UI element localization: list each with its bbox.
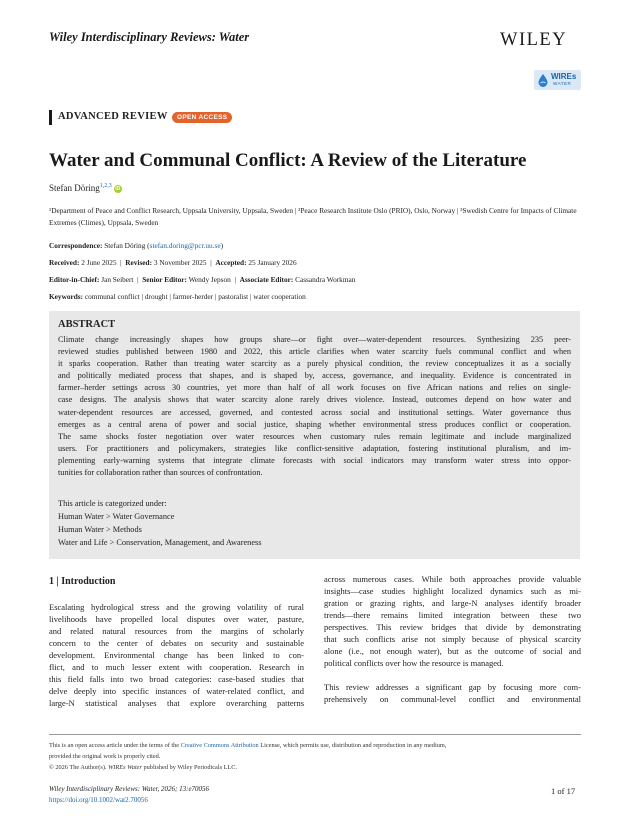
- body-line: prehensively on communal-level conflict and environmental: [324, 694, 581, 704]
- cc-license-link[interactable]: Creative Commons Attribution: [180, 742, 259, 749]
- eic-name: Jan Seibert: [101, 275, 134, 284]
- footer-rule: [49, 734, 581, 735]
- abstract-line: farmer–herder settings across 30 countries, yet more than half of all work focuses on five African nations and relies on single-: [58, 383, 571, 393]
- logo-main-text: WIREs: [551, 72, 577, 81]
- abstract-line: it sparks cooperation. Rather than treating water scarcity as a purely physical condition, the review conceptualizes it as a socially: [58, 359, 571, 369]
- associate-editor-label: Associate Editor:: [239, 275, 294, 284]
- keywords-label: Keywords:: [49, 292, 84, 301]
- category-link[interactable]: Human Water > Methods: [58, 525, 142, 534]
- copyright-journal: WIREs Water: [108, 764, 142, 771]
- body-line: political conflicts over how the resource is managed.: [324, 658, 504, 668]
- copyright-pre: © 2026 The Author(s).: [49, 764, 109, 771]
- revised-date: 3 November 2025: [153, 258, 207, 267]
- abstract-line: tunities for collaboration rather than sources of confrontation.: [58, 468, 263, 478]
- publisher-logo: WILEY: [500, 30, 568, 50]
- wires-water-logo: [534, 70, 581, 90]
- editors-line: Editor-in-Chief: Jan Seibert | Senior Editor: Wendy Jepson | Associate Editor: Cassandra Workman: [49, 275, 356, 284]
- body-line: alone (i.e., not enough water), but as the outcome of social and: [324, 646, 581, 656]
- category-link[interactable]: Water and Life > Conservation, Management, and Awareness: [58, 538, 262, 547]
- associate-editor-name: Cassandra Workman: [295, 275, 356, 284]
- journal-name: Wiley Interdisciplinary Reviews: Water: [49, 30, 250, 44]
- abstract-line: reviewed studies published between 1980 and 2022, this article clarifies when water scarcity fuels communal conflict and when: [58, 347, 571, 357]
- body-line: concern to the center of debates on security and sustainable: [49, 638, 304, 648]
- article-title: Water and Communal Conflict: A Review of the Literature: [49, 150, 527, 171]
- body-line: this field falls into two broad categories: case-based studies that: [49, 674, 304, 684]
- body-line: development. Environmental change has been linked to con-: [49, 650, 304, 660]
- doi-link[interactable]: https://doi.org/10.1002/wat2.70056: [49, 796, 148, 804]
- keywords-list: communal conflict | drought | farmer-herder | pastoralist | water cooperation: [84, 292, 306, 301]
- body-line: gration or grazing rights, and large-N analyses identify broader: [324, 598, 581, 608]
- abstract-line: water-dependent resources are accessed, governed, and contested across social and institutional settings. Water governance thus: [58, 407, 571, 417]
- abstract-line: case designs. The analysis shows that water scarcity alone rarely drives violence. Instead, outcomes depend on how water and: [58, 395, 571, 405]
- senior-editor-name: Wendy Jepson: [188, 275, 231, 284]
- water-drop-icon: [537, 73, 549, 87]
- copyright-line: [49, 764, 237, 771]
- body-line: livelihoods have propelled local disputes over water, pasture,: [49, 614, 304, 624]
- intro-right-column: [324, 573, 581, 705]
- author-line: [49, 183, 122, 193]
- author-name[interactable]: Stefan Döring: [49, 183, 100, 193]
- revised-label: Revised:: [125, 258, 153, 267]
- orcid-icon[interactable]: iD: [115, 186, 121, 192]
- received-label: Received:: [49, 258, 80, 267]
- abstract-line: The same shocks foster negotiation over water resources when customary rules remain legitimate and include marginalized: [58, 431, 571, 441]
- eic-label: Editor-in-Chief:: [49, 275, 100, 284]
- abstract-text: [58, 334, 571, 479]
- logo-sub-text: WATER: [553, 81, 572, 86]
- affiliations: ¹Department of Peace and Conflict Research, Uppsala University, Uppsala, Sweden | ²Peace Research Institute Oslo (PRIO), Oslo, Norway | ³Swedish Centre for Impacts of Climate Extremes (Climes), Uppsala, Sweden: [49, 206, 577, 227]
- body-line: insights—case studies highlight localized dynamics such as mi-: [324, 586, 581, 596]
- body-line: and related natural resources from the margins of scholarly: [49, 626, 304, 636]
- abstract-line: and politically mediated process that shapes, and is shaped by, access, governance, and inequality. Evidence is concentrated in: [58, 371, 571, 381]
- body-line: large-N statistical analyses that explore overarching patterns: [49, 698, 304, 708]
- abstract-heading: ABSTRACT: [58, 319, 116, 330]
- correspondence-email-link[interactable]: stefan.doring@pcr.uu.se: [149, 241, 221, 250]
- abstract-line: plementing early-warning systems that integrate climate forecasts with social indicators may transform water stress into oppor-: [58, 455, 571, 465]
- license-pre: This is an open access article under the terms of the: [49, 742, 181, 749]
- section-heading-introduction: 1 | Introduction: [49, 576, 116, 587]
- license-line-2: provided the original work is properly cited.: [49, 753, 161, 760]
- citation: Wiley Interdisciplinary Reviews: Water, 2026; 13:e70056: [49, 785, 210, 793]
- abstract-line: users. For practitioners and policymakers, strategies like conflict-sensitive adaptation, fostering institutional pluralism, and im-: [58, 443, 571, 453]
- received-date: 2 June 2025: [81, 258, 117, 267]
- page-number: 1 of 17: [551, 786, 576, 796]
- body-line: that such conflicts arise not simply because of physical scarcity: [324, 634, 581, 644]
- paragraph-gap: [324, 669, 581, 681]
- license-line: [49, 742, 446, 749]
- copyright-post: published by Wiley Periodicals LLC.: [141, 764, 238, 771]
- section-bar: [49, 110, 52, 125]
- senior-editor-label: Senior Editor:: [142, 275, 187, 284]
- body-line: across numerous cases. While both approaches provide valuable: [324, 574, 581, 584]
- correspondence: Correspondence: Stefan Döring (stefan.doring@pcr.uu.se): [49, 241, 224, 250]
- license-post: License, which permits use, distribution and reproduction in any medium,: [258, 742, 447, 749]
- intro-left-column: [49, 601, 304, 709]
- category-link[interactable]: Human Water > Water Governance: [58, 512, 175, 521]
- categorized-intro: This article is categorized under:: [58, 499, 167, 508]
- body-line: perspectives. This review bridges that divide by demonstrating: [324, 622, 581, 632]
- abstract-line: emerges as a central arena of power and social justice, shaping whether environmental stress produces conflict or cooperation.: [58, 419, 571, 429]
- keywords-line: [49, 292, 306, 301]
- correspondence-label: Correspondence:: [49, 241, 103, 250]
- body-line: Escalating hydrological stress and the growing volatility of rural: [49, 602, 304, 612]
- body-line: trends—there remains limited integration between these two: [324, 610, 581, 620]
- correspondence-name: Stefan Döring: [104, 241, 146, 250]
- abstract-line: Climate change increasingly shapes how groups share—or fight over—water-dependent resources. Synthesizing 235 peer-: [58, 335, 571, 344]
- body-line: flict, and to much lesser extent with cooperation. Research in: [49, 662, 304, 672]
- abstract-box: [49, 311, 580, 559]
- body-line: delve deeply into specific instances of water-related conflict, and: [49, 686, 304, 696]
- accepted-label: Accepted:: [215, 258, 247, 267]
- accepted-date: 25 January 2026: [248, 258, 297, 267]
- author-affiliation-marks[interactable]: 1,2,3: [99, 183, 112, 189]
- article-type: ADVANCED REVIEW: [58, 111, 168, 122]
- open-access-badge: OPEN ACCESS: [172, 112, 232, 123]
- dates-line: Received: 2 June 2025 | Revised: 3 November 2025 | Accepted: 25 January 2026: [49, 258, 297, 267]
- body-line: This review addresses a significant gap by focusing more com-: [324, 682, 581, 692]
